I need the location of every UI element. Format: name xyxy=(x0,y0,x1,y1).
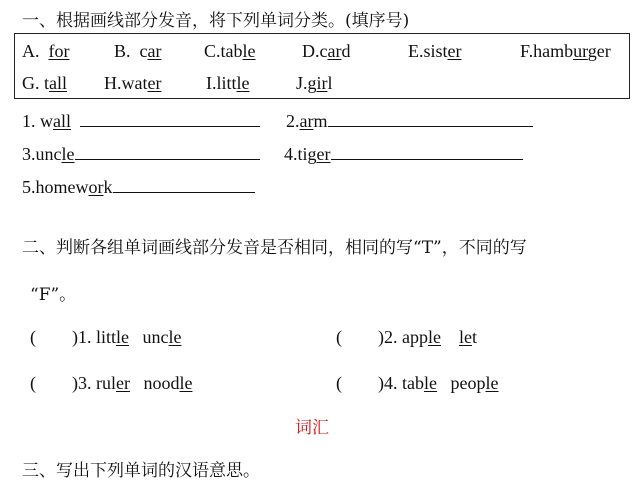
option-h: H.water xyxy=(104,73,162,93)
answer-blank-2[interactable] xyxy=(328,110,533,127)
judge-item-4: ( )4. table people xyxy=(336,373,499,393)
answer-line-1: 1. wall xyxy=(22,110,260,132)
option-g: G. tall xyxy=(22,73,68,93)
answer-line-3: 3.uncle xyxy=(22,143,260,165)
vocabulary-label: 词汇 xyxy=(295,418,329,438)
section2-title-line2: “F”。 xyxy=(30,285,77,305)
answer-blank-5[interactable] xyxy=(113,176,255,193)
judge-item-2: ( )2. apple let xyxy=(336,327,478,347)
answer-paren[interactable]: ( ) xyxy=(30,327,78,347)
answer-blank-1[interactable] xyxy=(80,110,260,127)
answer-line-4: 4.tiger xyxy=(284,143,523,165)
option-b: B. car xyxy=(114,41,162,61)
option-a: A. for xyxy=(22,41,70,61)
answer-blank-4[interactable] xyxy=(331,143,523,160)
answer-line-5: 5.homework xyxy=(22,176,255,198)
answer-paren[interactable]: ( ) xyxy=(30,373,78,393)
option-j: J.girl xyxy=(296,73,333,93)
option-d: D.card xyxy=(302,41,351,61)
section3-title: 三、写出下列单词的汉语意思。 xyxy=(22,461,260,481)
option-i: I.little xyxy=(206,73,250,93)
answer-paren[interactable]: ( ) xyxy=(336,373,384,393)
judge-item-3: ( )3. ruler noodle xyxy=(30,373,193,393)
answer-blank-3[interactable] xyxy=(75,143,260,160)
option-e: E.sister xyxy=(408,41,462,61)
section2-title-line1: 二、判断各组单词画线部分发音是否相同，相同的写“T”，不同的写 xyxy=(22,238,527,258)
judge-item-1: ( )1. little uncle xyxy=(30,327,182,347)
option-f: F.hamburger xyxy=(520,41,611,61)
answer-paren[interactable]: ( ) xyxy=(336,327,384,347)
section1-title: 一、根据画线部分发音，将下列单词分类。(填序号) xyxy=(22,11,410,31)
option-c: C.table xyxy=(204,41,256,61)
answer-line-2: 2.arm xyxy=(286,110,533,132)
